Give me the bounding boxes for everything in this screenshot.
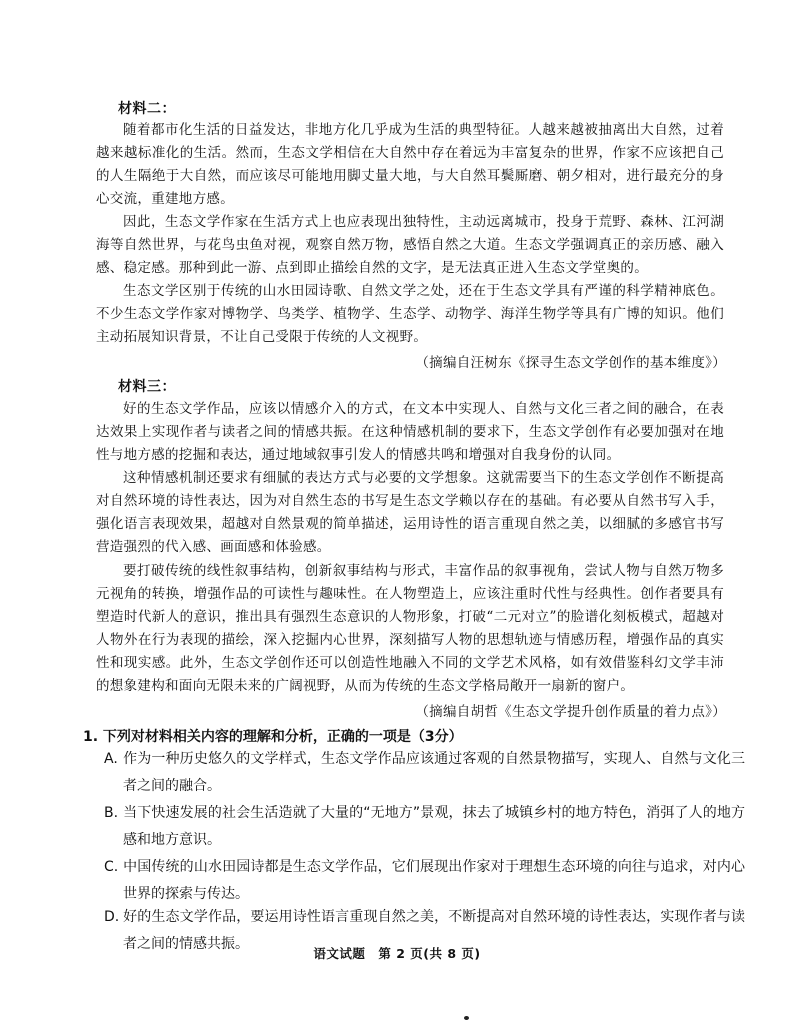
- material2-paragraph-3: 生态文学区别于传统的山水田园诗歌、自然文学之处，还在于生态文学具有严谨的科学精神底色。不少生态文学作家对博物学、鸟类学、植物学、生态学、动物学、海洋生物学等具有广博的知识。他们主动拓展知识背景，不让自己受限于传统的人文视野。: [96, 283, 724, 345]
- material3-paragraph-1: 好的生态文学作品，应该以情感介入的方式，在文本中实现人、自然与文化三者之间的融合，在表达效果上实现作者与读者之间的情感共振。在这种情感机制的要求下，生态文学创作有必要加强对在地性与地方感的挖掘和表达，通过地域叙事引发人的情感共鸣和增强对自我身份的认同。: [96, 401, 724, 463]
- material3-paragraph-3: 要打破传统的线性叙事结构，创新叙事结构与形式，丰富作品的叙事视角，尝试人物与自然万物多元视角的转换，增强作品的可读性与趣味性。在人物塑造上，应该注重时代性与经典性。创作者要具有塑造时代新人的意识，推出具有强烈生态意识的人物形象，打破“二元对立”的脸谱化刻板模式，超越对人物外在行为表现的描绘，深入挖掘内心世界，深刻描写人物的思想轨迹与情感历程，增强作品的真实性和现实感。此外，生态文学创作还可以创造性地融入不同的文学艺术风格，如有效借鉴科幻文学丰沛的想象建构和面向无限未来的广阔视野，从而为传统的生态文学格局敞开一扇新的窗户。: [96, 563, 724, 694]
- material3-heading: 材料三：: [118, 379, 176, 395]
- material2-source: （摘编自汪树东《探寻生态文学创作的基本维度》）: [415, 355, 726, 371]
- question-1-option-b[interactable]: [104, 800, 745, 854]
- question-1-option-c[interactable]: [104, 854, 745, 908]
- option-d-text: 好的生态文学作品，要运用诗性语言重现自然之美，不断提高对自然环境的诗性表达，实现作者与读者之间的情感共振。: [123, 909, 745, 952]
- question-1-stem: 1. 下列对材料相关内容的理解和分析，正确的一项是（3分）: [83, 729, 463, 745]
- option-a-text: 作为一种历史悠久的文学样式，生态文学作品应该通过客观的自然景物描写，实现人、自然与文化三者之间的融合。: [123, 751, 745, 794]
- question-1-option-a[interactable]: [104, 746, 745, 800]
- material2-paragraph-1: 随着都市化生活的日益发达，非地方化几乎成为生活的典型特征。人越来越被抽离出大自然，过着越来越标准化的生活。然而，生态文学相信在大自然中存在着远为丰富复杂的世界，作家不应该把自己的人生隔绝于大自然，而应该尽可能地用脚丈量大地，与大自然耳鬓厮磨、朝夕相对，进行最充分的身心交流，重建地方感。: [96, 122, 724, 207]
- option-b-text: 当下快速发展的社会生活造就了大量的“无地方”景观，抹去了城镇乡村的地方特色，消弭了人的地方感和地方意识。: [123, 805, 745, 848]
- option-d-letter: D.: [104, 909, 120, 925]
- scan-dot-mark: [464, 1016, 469, 1020]
- option-a-letter: A.: [104, 751, 118, 767]
- material3-paragraph-2: 这种情感机制还要求有细腻的表达方式与必要的文学想象。这就需要当下的生态文学创作不断提高对自然环境的诗性表达，因为对自然生态的书写是生态文学赖以存在的基础。有必要从自然书写入手，强化语言表现效果，超越对自然景观的简单描述，运用诗性的语言重现自然之美，以细腻的多感官书写营造强烈的代入感、画面感和体验感。: [96, 470, 724, 555]
- option-c-letter: C.: [104, 859, 119, 875]
- material2-paragraph-2: 因此，生态文学作家在生活方式上也应表现出独特性，主动远离城市，投身于荒野、森林、江河湖海等自然世界，与花鸟虫鱼对视，观察自然万物，感悟自然之大道。生态文学强调真正的亲历感、融入感、稳定感。那种到此一游、点到即止描绘自然的文字，是无法真正进入生态文学堂奥的。: [96, 214, 724, 276]
- page-footer: 语文试题 第 2 页(共 8 页): [313, 946, 481, 961]
- material2-heading: 材料二：: [118, 101, 176, 117]
- option-b-letter: B.: [104, 805, 119, 821]
- material3-source: （摘编自胡哲《生态文学提升创作质量的着力点》）: [415, 704, 726, 720]
- option-c-text: 中国传统的山水田园诗都是生态文学作品，它们展现出作家对于理想生态环境的向往与追求，对内心世界的探索与传达。: [123, 859, 745, 902]
